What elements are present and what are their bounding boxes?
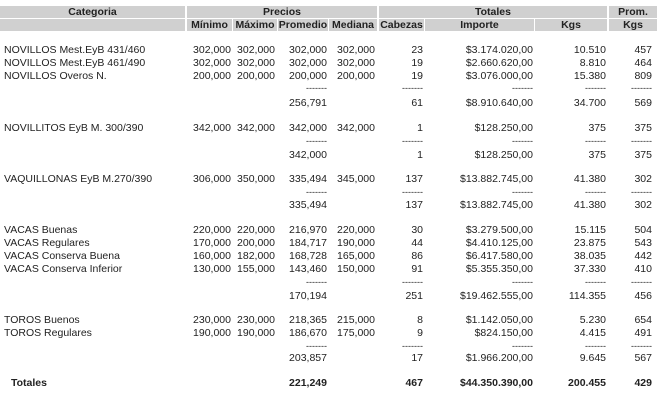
dash-prom-kgs: ------- xyxy=(631,83,652,93)
subtotal-row xyxy=(0,290,659,303)
cell-prom-kgs: 410 xyxy=(634,263,652,275)
totals-kgs: 200.455 xyxy=(568,377,606,389)
subtotal-cabezas: 1 xyxy=(417,149,423,161)
cell-importe: $2.660.620,00 xyxy=(465,57,533,69)
table-row xyxy=(0,122,659,135)
cell-mediana: 302,000 xyxy=(337,44,375,56)
cell-kgs: 8.810 xyxy=(579,57,606,69)
subtotal-kgs: 41.380 xyxy=(573,199,606,211)
subtotal-cabezas: 17 xyxy=(411,352,423,364)
cell-prom-kgs: 543 xyxy=(634,237,652,249)
cell-categoria: NOVILLITOS EyB M. 300/390 xyxy=(4,122,144,134)
cell-cabezas: 137 xyxy=(405,173,423,185)
dash-cabezas: ------- xyxy=(402,341,423,351)
cell-importe: $3.279.500,00 xyxy=(465,224,533,236)
cell-kgs: 15.380 xyxy=(573,70,606,82)
cell-categoria: VACAS Regulares xyxy=(4,237,90,249)
subtotal-cabezas: 61 xyxy=(411,97,423,109)
totals-prom-kgs: 429 xyxy=(634,377,652,389)
dash-prom-kgs: ------- xyxy=(631,277,652,287)
cell-maximo: 200,000 xyxy=(237,237,275,249)
cell-cabezas: 44 xyxy=(411,237,423,249)
cell-mediana: 175,000 xyxy=(337,327,375,339)
cell-kgs: 37.330 xyxy=(573,263,606,275)
subtotal-row xyxy=(0,97,659,110)
totals-promedio: 221,249 xyxy=(289,377,327,389)
cell-categoria: NOVILLOS Mest.EyB 461/490 xyxy=(4,57,146,69)
cell-cabezas: 86 xyxy=(411,250,423,262)
cell-promedio: 168,728 xyxy=(289,250,327,262)
subtotal-importe: $19.462.555,00 xyxy=(460,290,533,302)
cell-minimo: 130,000 xyxy=(193,263,231,275)
cell-importe: $6.417.580,00 xyxy=(465,250,533,262)
cell-categoria: VACAS Conserva Buena xyxy=(4,250,120,262)
subtotal-row xyxy=(0,149,659,162)
separator-row xyxy=(0,84,659,92)
subtotal-promedio: 203,857 xyxy=(289,352,327,364)
dash-promedio: ------- xyxy=(306,341,327,351)
subtotal-importe: $13.882.745,00 xyxy=(460,199,533,211)
cell-cabezas: 8 xyxy=(417,314,423,326)
header-prom: Prom. xyxy=(609,6,657,18)
cell-kgs: 15.115 xyxy=(574,224,606,236)
cell-cabezas: 9 xyxy=(417,327,423,339)
header-minimo: Mínimo xyxy=(187,19,232,31)
subtotal-prom-kgs: 302 xyxy=(634,199,652,211)
cell-promedio: 302,000 xyxy=(289,44,327,56)
cell-promedio: 186,670 xyxy=(289,327,327,339)
dash-importe: ------- xyxy=(512,136,533,146)
cell-promedio: 200,000 xyxy=(289,70,327,82)
cell-maximo: 350,000 xyxy=(237,173,275,185)
cell-minimo: 306,000 xyxy=(193,173,231,185)
cell-kgs: 10.510 xyxy=(573,44,606,56)
dash-prom-kgs: ------- xyxy=(631,187,652,197)
cell-kgs: 38.035 xyxy=(573,250,606,262)
cell-prom-kgs: 654 xyxy=(634,314,652,326)
cell-importe: $128.250,00 xyxy=(474,122,533,134)
cell-minimo: 302,000 xyxy=(193,57,231,69)
subtotal-importe: $8.910.640,00 xyxy=(465,97,533,109)
cell-minimo: 302,000 xyxy=(193,44,231,56)
cell-minimo: 160,000 xyxy=(193,250,231,262)
cell-mediana: 190,000 xyxy=(337,237,375,249)
dash-cabezas: ------- xyxy=(402,187,423,197)
cell-cabezas: 1 xyxy=(417,122,423,134)
header-categoria: Categoria xyxy=(0,6,185,18)
cell-kgs: 23.875 xyxy=(573,237,606,249)
cell-promedio: 342,000 xyxy=(289,122,327,134)
cell-mediana: 200,000 xyxy=(337,70,375,82)
subtotal-importe: $1.966.200,00 xyxy=(465,352,533,364)
totals-importe: $44.350.390,00 xyxy=(460,377,533,389)
cell-importe: $1.142.050,00 xyxy=(465,314,533,326)
table-row xyxy=(0,224,659,237)
cell-importe: $3.076.000,00 xyxy=(465,70,533,82)
cell-cabezas: 19 xyxy=(411,57,423,69)
table-row xyxy=(0,263,659,276)
header-kgs: Kgs xyxy=(535,19,607,31)
subtotal-prom-kgs: 567 xyxy=(634,352,652,364)
cell-cabezas: 30 xyxy=(411,224,423,236)
cell-prom-kgs: 442 xyxy=(634,250,652,262)
dash-prom-kgs: ------- xyxy=(631,136,652,146)
table-row xyxy=(0,173,659,186)
cell-minimo: 230,000 xyxy=(193,314,231,326)
header-mediana: Mediana xyxy=(329,19,377,31)
table-row xyxy=(0,70,659,83)
cell-kgs: 375 xyxy=(588,122,606,134)
cell-categoria: VACAS Buenas xyxy=(4,224,78,236)
header-totales: Totales xyxy=(379,6,607,18)
subtotal-promedio: 335,494 xyxy=(289,199,327,211)
subtotal-kgs: 34.700 xyxy=(573,97,606,109)
table-row xyxy=(0,250,659,263)
cell-promedio: 184,717 xyxy=(289,237,327,249)
dash-promedio: ------- xyxy=(306,277,327,287)
subtotal-prom-kgs: 375 xyxy=(634,149,652,161)
dash-kgs: ------- xyxy=(585,277,606,287)
header-sub-categoria xyxy=(0,19,185,31)
subtotal-prom-kgs: 456 xyxy=(634,290,652,302)
separator-row xyxy=(0,342,659,350)
dash-cabezas: ------- xyxy=(402,136,423,146)
cell-mediana: 215,000 xyxy=(337,314,375,326)
header-prom-kgs: Kgs xyxy=(609,19,657,31)
subtotal-cabezas: 251 xyxy=(405,290,423,302)
header-precios: Precios xyxy=(187,6,377,18)
separator-row xyxy=(0,278,659,286)
separator-row xyxy=(0,137,659,145)
dash-promedio: ------- xyxy=(306,187,327,197)
cell-maximo: 302,000 xyxy=(237,44,275,56)
table-row xyxy=(0,327,659,340)
subtotal-kgs: 375 xyxy=(588,149,606,161)
dash-kgs: ------- xyxy=(585,136,606,146)
separator-row xyxy=(0,188,659,196)
dash-cabezas: ------- xyxy=(402,83,423,93)
cell-prom-kgs: 504 xyxy=(634,224,652,236)
totals-label: Totales xyxy=(11,377,47,389)
subtotal-promedio: 256,791 xyxy=(289,97,327,109)
cell-mediana: 150,000 xyxy=(337,263,375,275)
header-promedio: Promedio xyxy=(278,19,328,31)
cell-prom-kgs: 302 xyxy=(634,173,652,185)
cell-cabezas: 91 xyxy=(411,263,423,275)
cell-importe: $5.355.350,00 xyxy=(465,263,533,275)
cell-categoria: TOROS Buenos xyxy=(4,314,80,326)
cell-prom-kgs: 464 xyxy=(634,57,652,69)
cell-importe: $4.410.125,00 xyxy=(465,237,533,249)
cell-mediana: 342,000 xyxy=(337,122,375,134)
cell-kgs: 4.415 xyxy=(579,327,606,339)
cell-mediana: 302,000 xyxy=(337,57,375,69)
table-row xyxy=(0,314,659,327)
cell-categoria: NOVILLOS Mest.EyB 431/460 xyxy=(4,44,146,56)
cell-minimo: 200,000 xyxy=(193,70,231,82)
cell-minimo: 190,000 xyxy=(193,327,231,339)
dash-importe: ------- xyxy=(512,277,533,287)
cell-categoria: NOVILLOS Overos N. xyxy=(4,70,107,82)
cell-promedio: 335,494 xyxy=(289,173,327,185)
subtotal-promedio: 342,000 xyxy=(289,149,327,161)
header-importe: Importe xyxy=(425,19,534,31)
table-row xyxy=(0,44,659,57)
subtotal-row xyxy=(0,352,659,365)
cell-minimo: 220,000 xyxy=(193,224,231,236)
header-cabezas: Cabezas xyxy=(380,19,423,31)
dash-kgs: ------- xyxy=(585,187,606,197)
cell-categoria: VAQUILLONAS EyB M.270/390 xyxy=(4,173,153,185)
subtotal-promedio: 170,194 xyxy=(289,290,327,302)
cell-promedio: 218,365 xyxy=(289,314,327,326)
dash-promedio: ------- xyxy=(306,83,327,93)
cell-kgs: 41.380 xyxy=(573,173,606,185)
cell-mediana: 165,000 xyxy=(337,250,375,262)
cell-maximo: 220,000 xyxy=(237,224,275,236)
cell-minimo: 170,000 xyxy=(193,237,231,249)
cell-importe: $13.882.745,00 xyxy=(460,173,533,185)
cell-cabezas: 19 xyxy=(411,70,423,82)
dash-importe: ------- xyxy=(512,187,533,197)
cell-prom-kgs: 491 xyxy=(634,327,652,339)
subtotal-row xyxy=(0,199,659,212)
cell-categoria: TOROS Regulares xyxy=(4,327,92,339)
cell-maximo: 182,000 xyxy=(237,250,275,262)
subtotal-cabezas: 137 xyxy=(405,199,423,211)
cell-prom-kgs: 375 xyxy=(634,122,652,134)
cell-importe: $824.150,00 xyxy=(474,327,533,339)
dash-importe: ------- xyxy=(512,341,533,351)
table-row xyxy=(0,57,659,70)
subtotal-kgs: 9.645 xyxy=(579,352,606,364)
cell-promedio: 216,970 xyxy=(289,224,327,236)
subtotal-importe: $128.250,00 xyxy=(474,149,533,161)
header-maximo: Máximo xyxy=(233,19,277,31)
dash-prom-kgs: ------- xyxy=(631,341,652,351)
cell-maximo: 342,000 xyxy=(237,122,275,134)
cell-kgs: 5.230 xyxy=(579,314,606,326)
cell-importe: $3.174.020,00 xyxy=(465,44,533,56)
cell-minimo: 342,000 xyxy=(193,122,231,134)
cell-cabezas: 23 xyxy=(411,44,423,56)
cell-maximo: 230,000 xyxy=(237,314,275,326)
cell-prom-kgs: 457 xyxy=(634,44,652,56)
cell-mediana: 345,000 xyxy=(337,173,375,185)
cell-mediana: 220,000 xyxy=(337,224,375,236)
cell-categoria: VACAS Conserva Inferior xyxy=(4,263,123,275)
cell-maximo: 190,000 xyxy=(237,327,275,339)
dash-importe: ------- xyxy=(512,83,533,93)
dash-kgs: ------- xyxy=(585,83,606,93)
subtotal-kgs: 114.355 xyxy=(568,290,606,302)
cell-maximo: 302,000 xyxy=(237,57,275,69)
table-row xyxy=(0,237,659,250)
cell-maximo: 200,000 xyxy=(237,70,275,82)
cell-promedio: 302,000 xyxy=(289,57,327,69)
totals-row xyxy=(0,377,659,390)
cell-promedio: 143,460 xyxy=(289,263,327,275)
dash-cabezas: ------- xyxy=(402,277,423,287)
totals-cabezas: 467 xyxy=(405,377,423,389)
dash-kgs: ------- xyxy=(585,341,606,351)
cell-prom-kgs: 809 xyxy=(634,70,652,82)
dash-promedio: ------- xyxy=(306,136,327,146)
cell-maximo: 155,000 xyxy=(237,263,275,275)
subtotal-prom-kgs: 569 xyxy=(634,97,652,109)
